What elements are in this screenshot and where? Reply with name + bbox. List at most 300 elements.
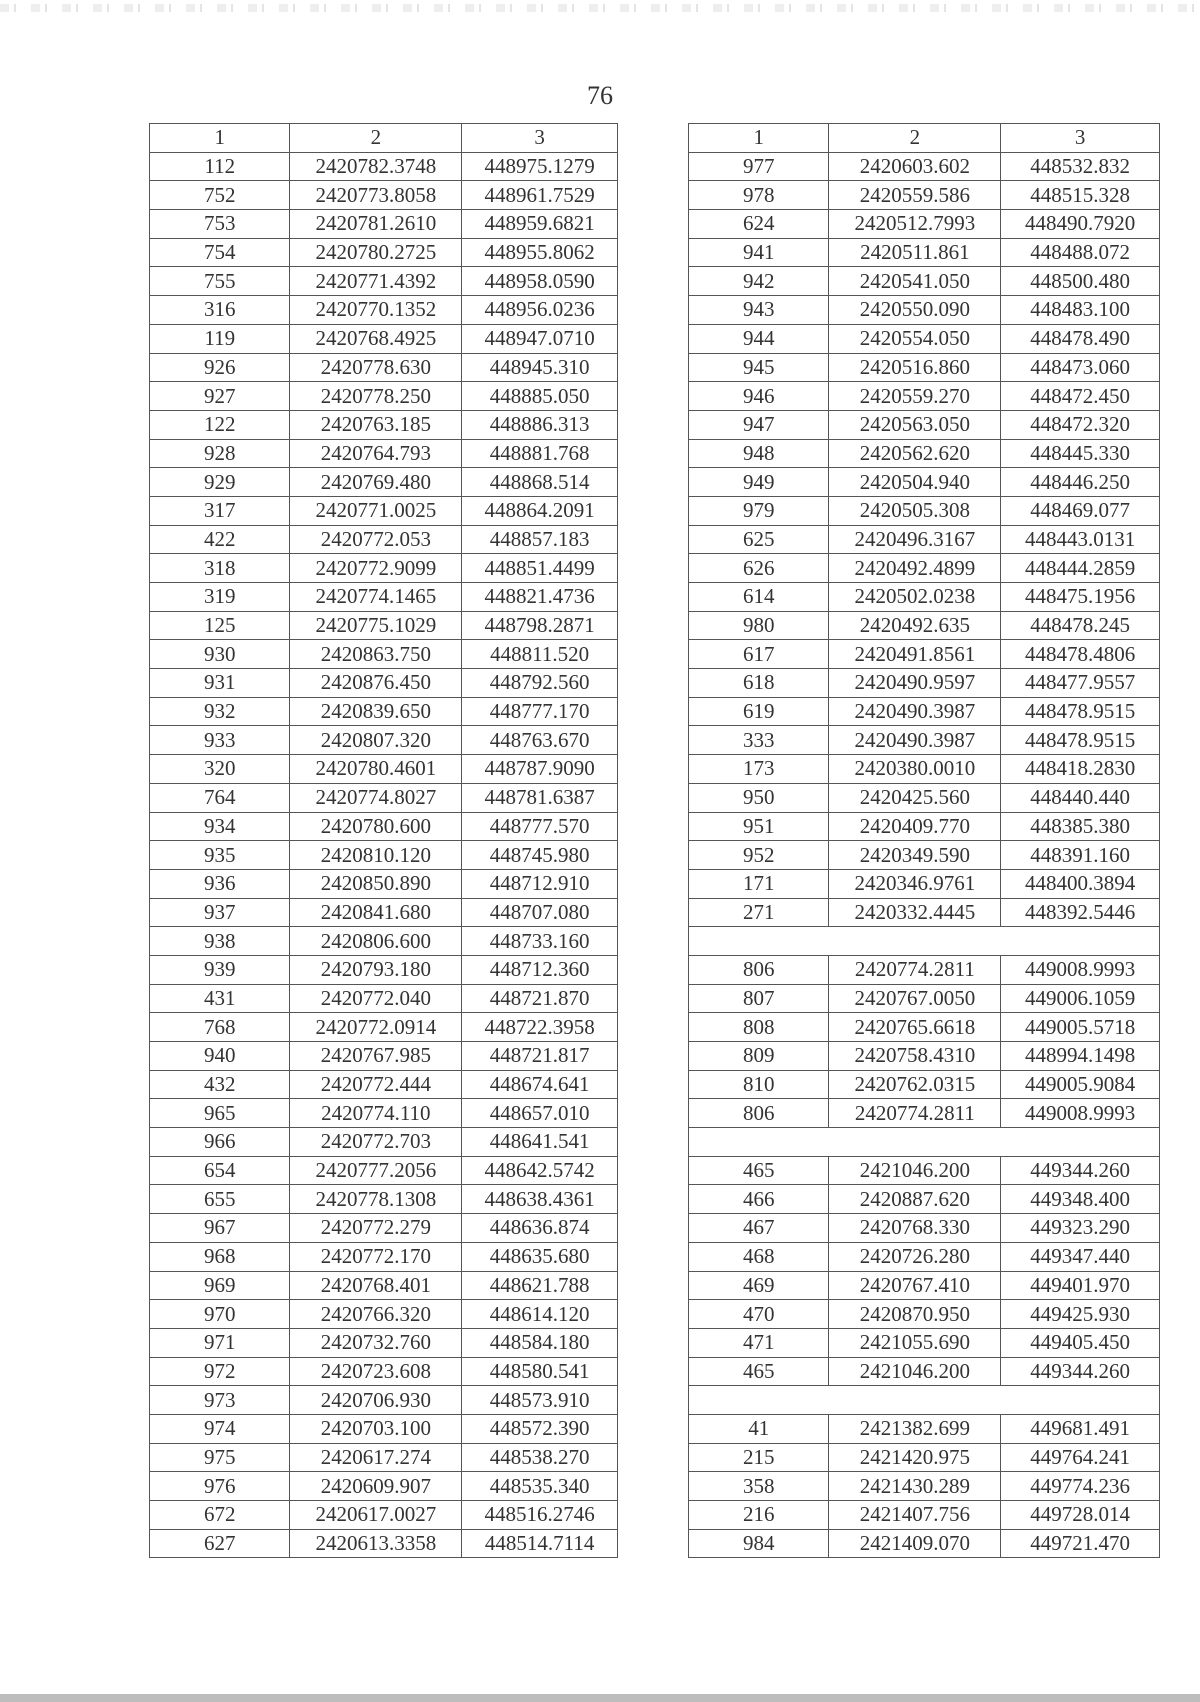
x-coordinate-cell: 2420492.635 bbox=[829, 611, 1001, 640]
x-coordinate-cell: 2420502.0238 bbox=[829, 583, 1001, 612]
table-row bbox=[150, 1013, 618, 1042]
point-number-cell: 171 bbox=[689, 869, 829, 898]
y-coordinate-cell: 448798.2871 bbox=[462, 611, 618, 640]
table-row bbox=[150, 1214, 618, 1243]
y-coordinate-cell: 448674.641 bbox=[462, 1070, 618, 1099]
point-number-cell: 965 bbox=[150, 1099, 290, 1128]
point-number-cell: 940 bbox=[150, 1042, 290, 1071]
point-number-cell: 934 bbox=[150, 812, 290, 841]
x-coordinate-cell: 2420554.050 bbox=[829, 324, 1001, 353]
point-number-cell: 431 bbox=[150, 984, 290, 1013]
x-coordinate-cell: 2421382.699 bbox=[829, 1414, 1001, 1443]
x-coordinate-cell: 2420491.8561 bbox=[829, 640, 1001, 669]
y-coordinate-cell: 449401.970 bbox=[1001, 1271, 1160, 1300]
y-coordinate-cell: 448945.310 bbox=[462, 353, 618, 382]
point-number-cell: 271 bbox=[689, 898, 829, 927]
table-row bbox=[689, 267, 1160, 296]
x-coordinate-cell: 2420767.985 bbox=[290, 1042, 462, 1071]
point-number-cell: 625 bbox=[689, 525, 829, 554]
table-row bbox=[689, 554, 1160, 583]
x-coordinate-cell: 2420617.0027 bbox=[290, 1501, 462, 1530]
y-coordinate-cell bbox=[1001, 1128, 1160, 1157]
x-coordinate-cell: 2420559.586 bbox=[829, 181, 1001, 210]
x-coordinate-cell: 2421046.200 bbox=[829, 1156, 1001, 1185]
point-number-cell: 977 bbox=[689, 152, 829, 181]
x-coordinate-cell: 2421046.200 bbox=[829, 1357, 1001, 1386]
point-number-cell: 931 bbox=[150, 669, 290, 698]
x-coordinate-cell: 2420806.600 bbox=[290, 927, 462, 956]
point-number-cell: 806 bbox=[689, 1099, 829, 1128]
x-coordinate-cell: 2420777.2056 bbox=[290, 1156, 462, 1185]
point-number-cell: 358 bbox=[689, 1472, 829, 1501]
y-coordinate-cell: 448707.080 bbox=[462, 898, 618, 927]
table-row bbox=[150, 1271, 618, 1300]
table-body-left bbox=[150, 152, 618, 1558]
y-coordinate-cell: 449005.5718 bbox=[1001, 1013, 1160, 1042]
table-row bbox=[150, 1328, 618, 1357]
table-row bbox=[150, 1300, 618, 1329]
y-coordinate-cell: 449764.241 bbox=[1001, 1443, 1160, 1472]
x-coordinate-cell: 2420504.940 bbox=[829, 468, 1001, 497]
table-row bbox=[150, 525, 618, 554]
table-row bbox=[689, 296, 1160, 325]
point-number-cell: 935 bbox=[150, 841, 290, 870]
y-coordinate-cell: 448440.440 bbox=[1001, 783, 1160, 812]
table-row bbox=[150, 869, 618, 898]
y-coordinate-cell: 448514.7114 bbox=[462, 1529, 618, 1558]
table-row bbox=[150, 1501, 618, 1530]
table-row bbox=[689, 1529, 1160, 1558]
y-coordinate-cell: 448478.9515 bbox=[1001, 697, 1160, 726]
y-coordinate-cell: 449774.236 bbox=[1001, 1472, 1160, 1501]
point-number-cell: 467 bbox=[689, 1214, 829, 1243]
y-coordinate-cell: 448721.817 bbox=[462, 1042, 618, 1071]
point-number-cell: 655 bbox=[150, 1185, 290, 1214]
point-number-cell: 808 bbox=[689, 1013, 829, 1042]
point-number-cell: 946 bbox=[689, 382, 829, 411]
point-number-cell: 806 bbox=[689, 955, 829, 984]
table-row bbox=[150, 1099, 618, 1128]
table-row bbox=[689, 669, 1160, 698]
y-coordinate-cell: 448777.570 bbox=[462, 812, 618, 841]
point-number-cell: 929 bbox=[150, 468, 290, 497]
table-row bbox=[150, 181, 618, 210]
coordinates-table-right bbox=[688, 123, 1160, 1558]
x-coordinate-cell: 2420496.3167 bbox=[829, 525, 1001, 554]
table-row bbox=[689, 468, 1160, 497]
point-number-cell: 422 bbox=[150, 525, 290, 554]
y-coordinate-cell: 448947.0710 bbox=[462, 324, 618, 353]
point-number-cell: 764 bbox=[150, 783, 290, 812]
point-number-cell: 937 bbox=[150, 898, 290, 927]
x-coordinate-cell: 2420773.8058 bbox=[290, 181, 462, 210]
x-coordinate-cell: 2420425.560 bbox=[829, 783, 1001, 812]
point-number-cell: 970 bbox=[150, 1300, 290, 1329]
point-number-cell: 319 bbox=[150, 583, 290, 612]
x-coordinate-cell: 2420563.050 bbox=[829, 410, 1001, 439]
table-row bbox=[150, 898, 618, 927]
table-row bbox=[150, 267, 618, 296]
point-number-cell: 944 bbox=[689, 324, 829, 353]
point-number-cell: 979 bbox=[689, 496, 829, 525]
y-coordinate-cell: 448391.160 bbox=[1001, 841, 1160, 870]
table-row bbox=[150, 955, 618, 984]
point-number-cell: 619 bbox=[689, 697, 829, 726]
table-row bbox=[689, 382, 1160, 411]
table-row bbox=[689, 353, 1160, 382]
y-coordinate-cell: 448490.7920 bbox=[1001, 210, 1160, 239]
point-number-cell: 466 bbox=[689, 1185, 829, 1214]
point-number-cell: 809 bbox=[689, 1042, 829, 1071]
x-coordinate-cell: 2420769.480 bbox=[290, 468, 462, 497]
y-coordinate-cell: 448956.0236 bbox=[462, 296, 618, 325]
x-coordinate-cell: 2420703.100 bbox=[290, 1414, 462, 1443]
x-coordinate-cell: 2420765.6618 bbox=[829, 1013, 1001, 1042]
point-number-cell: 938 bbox=[150, 927, 290, 956]
table-row bbox=[150, 1414, 618, 1443]
point-number-cell: 122 bbox=[150, 410, 290, 439]
scan-edge-bottom bbox=[0, 1694, 1200, 1702]
point-number-cell: 320 bbox=[150, 755, 290, 784]
point-number-cell: 618 bbox=[689, 669, 829, 698]
table-row bbox=[689, 640, 1160, 669]
table-row bbox=[689, 1472, 1160, 1501]
y-coordinate-cell: 448488.072 bbox=[1001, 238, 1160, 267]
y-coordinate-cell: 448445.330 bbox=[1001, 439, 1160, 468]
y-coordinate-cell: 449344.260 bbox=[1001, 1156, 1160, 1185]
table-row bbox=[689, 410, 1160, 439]
y-coordinate-cell: 448483.100 bbox=[1001, 296, 1160, 325]
y-coordinate-cell: 449347.440 bbox=[1001, 1242, 1160, 1271]
table-row bbox=[689, 1214, 1160, 1243]
table-row bbox=[150, 1156, 618, 1185]
y-coordinate-cell: 448385.380 bbox=[1001, 812, 1160, 841]
x-coordinate-cell: 2420550.090 bbox=[829, 296, 1001, 325]
x-coordinate-cell: 2420768.4925 bbox=[290, 324, 462, 353]
y-coordinate-cell: 448961.7529 bbox=[462, 181, 618, 210]
x-coordinate-cell: 2420723.608 bbox=[290, 1357, 462, 1386]
x-coordinate-cell bbox=[829, 927, 1001, 956]
table-separator-row bbox=[689, 1128, 1160, 1157]
table-row bbox=[689, 1271, 1160, 1300]
table-row bbox=[689, 496, 1160, 525]
x-coordinate-cell: 2420492.4899 bbox=[829, 554, 1001, 583]
point-number-cell: 939 bbox=[150, 955, 290, 984]
x-coordinate-cell: 2420887.620 bbox=[829, 1185, 1001, 1214]
y-coordinate-cell: 448516.2746 bbox=[462, 1501, 618, 1530]
y-coordinate-cell: 449728.014 bbox=[1001, 1501, 1160, 1530]
y-coordinate-cell: 448635.680 bbox=[462, 1242, 618, 1271]
table-row bbox=[689, 210, 1160, 239]
x-coordinate-cell: 2420807.320 bbox=[290, 726, 462, 755]
point-number-cell: 624 bbox=[689, 210, 829, 239]
y-coordinate-cell: 448885.050 bbox=[462, 382, 618, 411]
x-coordinate-cell: 2420782.3748 bbox=[290, 152, 462, 181]
y-coordinate-cell: 448475.1956 bbox=[1001, 583, 1160, 612]
table-row bbox=[150, 410, 618, 439]
x-coordinate-cell: 2420726.280 bbox=[829, 1242, 1001, 1271]
table-row bbox=[150, 353, 618, 382]
table-row bbox=[150, 152, 618, 181]
y-coordinate-cell: 448745.980 bbox=[462, 841, 618, 870]
table-row bbox=[689, 324, 1160, 353]
y-coordinate-cell: 448721.870 bbox=[462, 984, 618, 1013]
x-coordinate-cell: 2420346.9761 bbox=[829, 869, 1001, 898]
x-coordinate-cell: 2420770.1352 bbox=[290, 296, 462, 325]
x-coordinate-cell: 2420772.040 bbox=[290, 984, 462, 1013]
point-number-cell: 468 bbox=[689, 1242, 829, 1271]
x-coordinate-cell: 2420780.600 bbox=[290, 812, 462, 841]
point-number-cell: 948 bbox=[689, 439, 829, 468]
x-coordinate-cell: 2420774.2811 bbox=[829, 955, 1001, 984]
point-number-cell: 975 bbox=[150, 1443, 290, 1472]
y-coordinate-cell: 448787.9090 bbox=[462, 755, 618, 784]
x-coordinate-cell: 2420778.250 bbox=[290, 382, 462, 411]
y-coordinate-cell: 448538.270 bbox=[462, 1443, 618, 1472]
coordinates-table-left bbox=[149, 123, 618, 1558]
point-number-cell: 936 bbox=[150, 869, 290, 898]
x-coordinate-cell: 2420562.620 bbox=[829, 439, 1001, 468]
x-coordinate-cell: 2421055.690 bbox=[829, 1328, 1001, 1357]
y-coordinate-cell: 448500.480 bbox=[1001, 267, 1160, 296]
point-number-cell: 984 bbox=[689, 1529, 829, 1558]
y-coordinate-cell bbox=[1001, 1386, 1160, 1415]
point-number-cell: 969 bbox=[150, 1271, 290, 1300]
table-row bbox=[150, 640, 618, 669]
point-number-cell: 316 bbox=[150, 296, 290, 325]
point-number-cell: 967 bbox=[150, 1214, 290, 1243]
point-number-cell: 216 bbox=[689, 1501, 829, 1530]
x-coordinate-cell: 2420380.0010 bbox=[829, 755, 1001, 784]
x-coordinate-cell: 2420774.110 bbox=[290, 1099, 462, 1128]
point-number-cell: 941 bbox=[689, 238, 829, 267]
y-coordinate-cell: 448473.060 bbox=[1001, 353, 1160, 382]
x-coordinate-cell: 2420511.861 bbox=[829, 238, 1001, 267]
point-number-cell: 215 bbox=[689, 1443, 829, 1472]
x-coordinate-cell: 2420772.9099 bbox=[290, 554, 462, 583]
x-coordinate-cell: 2420603.602 bbox=[829, 152, 1001, 181]
x-coordinate-cell: 2420732.760 bbox=[290, 1328, 462, 1357]
page-number: 76 bbox=[587, 81, 613, 110]
x-coordinate-cell: 2420774.1465 bbox=[290, 583, 462, 612]
y-coordinate-cell: 448975.1279 bbox=[462, 152, 618, 181]
x-coordinate-cell: 2420613.3358 bbox=[290, 1529, 462, 1558]
table-row bbox=[150, 382, 618, 411]
table-row bbox=[150, 1357, 618, 1386]
table-row bbox=[689, 611, 1160, 640]
y-coordinate-cell: 448763.670 bbox=[462, 726, 618, 755]
point-number-cell: 752 bbox=[150, 181, 290, 210]
x-coordinate-cell: 2420768.330 bbox=[829, 1214, 1001, 1243]
table-row bbox=[150, 611, 618, 640]
y-coordinate-cell: 448792.560 bbox=[462, 669, 618, 698]
point-number-cell: 980 bbox=[689, 611, 829, 640]
x-coordinate-cell: 2420763.185 bbox=[290, 410, 462, 439]
point-number-cell: 471 bbox=[689, 1328, 829, 1357]
y-coordinate-cell: 448781.6387 bbox=[462, 783, 618, 812]
point-number-cell: 333 bbox=[689, 726, 829, 755]
x-coordinate-cell: 2420764.793 bbox=[290, 439, 462, 468]
table-row bbox=[689, 1414, 1160, 1443]
point-number-cell: 654 bbox=[150, 1156, 290, 1185]
x-coordinate-cell: 2420841.680 bbox=[290, 898, 462, 927]
x-coordinate-cell: 2420772.279 bbox=[290, 1214, 462, 1243]
x-coordinate-cell: 2420490.3987 bbox=[829, 726, 1001, 755]
x-coordinate-cell: 2420810.120 bbox=[290, 841, 462, 870]
y-coordinate-cell: 448446.250 bbox=[1001, 468, 1160, 497]
table-row bbox=[150, 583, 618, 612]
y-coordinate-cell: 448392.5446 bbox=[1001, 898, 1160, 927]
x-coordinate-cell: 2420780.2725 bbox=[290, 238, 462, 267]
point-number-cell: 755 bbox=[150, 267, 290, 296]
point-number-cell: 318 bbox=[150, 554, 290, 583]
table-row bbox=[150, 1386, 618, 1415]
y-coordinate-cell: 448821.4736 bbox=[462, 583, 618, 612]
y-coordinate-cell: 449008.9993 bbox=[1001, 955, 1160, 984]
header-cell: 3 bbox=[1001, 124, 1160, 153]
x-coordinate-cell: 2420609.907 bbox=[290, 1472, 462, 1501]
point-number-cell: 930 bbox=[150, 640, 290, 669]
table-row bbox=[150, 984, 618, 1013]
x-coordinate-cell: 2420541.050 bbox=[829, 267, 1001, 296]
table-row bbox=[150, 697, 618, 726]
table-row bbox=[150, 1242, 618, 1271]
y-coordinate-cell: 449005.9084 bbox=[1001, 1070, 1160, 1099]
y-coordinate-cell: 448994.1498 bbox=[1001, 1042, 1160, 1071]
table-header-row bbox=[150, 124, 618, 153]
y-coordinate-cell: 448642.5742 bbox=[462, 1156, 618, 1185]
y-coordinate-cell: 448472.450 bbox=[1001, 382, 1160, 411]
point-number-cell: 626 bbox=[689, 554, 829, 583]
x-coordinate-cell: 2420512.7993 bbox=[829, 210, 1001, 239]
x-coordinate-cell bbox=[829, 1128, 1001, 1157]
header-cell: 1 bbox=[150, 124, 290, 153]
table-row bbox=[689, 1242, 1160, 1271]
table-row bbox=[689, 1185, 1160, 1214]
point-number-cell bbox=[689, 1386, 829, 1415]
point-number-cell: 974 bbox=[150, 1414, 290, 1443]
table-body-right bbox=[689, 152, 1160, 1558]
x-coordinate-cell: 2421420.975 bbox=[829, 1443, 1001, 1472]
x-coordinate-cell: 2420772.170 bbox=[290, 1242, 462, 1271]
table-row bbox=[689, 697, 1160, 726]
x-coordinate-cell: 2420490.9597 bbox=[829, 669, 1001, 698]
point-number-cell: 933 bbox=[150, 726, 290, 755]
table-row bbox=[689, 1070, 1160, 1099]
y-coordinate-cell: 449681.491 bbox=[1001, 1414, 1160, 1443]
y-coordinate-cell: 449006.1059 bbox=[1001, 984, 1160, 1013]
y-coordinate-cell: 448864.2091 bbox=[462, 496, 618, 525]
point-number-cell: 469 bbox=[689, 1271, 829, 1300]
table-row bbox=[150, 496, 618, 525]
point-number-cell: 972 bbox=[150, 1357, 290, 1386]
y-coordinate-cell: 448515.328 bbox=[1001, 181, 1160, 210]
y-coordinate-cell: 448532.832 bbox=[1001, 152, 1160, 181]
table-row bbox=[150, 324, 618, 353]
y-coordinate-cell: 449721.470 bbox=[1001, 1529, 1160, 1558]
table-row bbox=[150, 554, 618, 583]
table-row bbox=[150, 468, 618, 497]
x-coordinate-cell: 2420766.320 bbox=[290, 1300, 462, 1329]
point-number-cell: 943 bbox=[689, 296, 829, 325]
x-coordinate-cell: 2420409.770 bbox=[829, 812, 1001, 841]
point-number-cell: 950 bbox=[689, 783, 829, 812]
x-coordinate-cell: 2420772.444 bbox=[290, 1070, 462, 1099]
header-cell: 2 bbox=[829, 124, 1001, 153]
y-coordinate-cell: 448851.4499 bbox=[462, 554, 618, 583]
y-coordinate-cell: 448712.360 bbox=[462, 955, 618, 984]
scan-edge-top bbox=[0, 4, 1200, 12]
point-number-cell: 465 bbox=[689, 1156, 829, 1185]
x-coordinate-cell: 2420774.8027 bbox=[290, 783, 462, 812]
x-coordinate-cell: 2420778.630 bbox=[290, 353, 462, 382]
table-row bbox=[689, 898, 1160, 927]
y-coordinate-cell: 448621.788 bbox=[462, 1271, 618, 1300]
point-number-cell: 672 bbox=[150, 1501, 290, 1530]
table-separator-row bbox=[689, 1386, 1160, 1415]
point-number-cell: 768 bbox=[150, 1013, 290, 1042]
y-coordinate-cell: 448722.3958 bbox=[462, 1013, 618, 1042]
table-row bbox=[689, 755, 1160, 784]
y-coordinate-cell: 448572.390 bbox=[462, 1414, 618, 1443]
point-number-cell: 949 bbox=[689, 468, 829, 497]
point-number-cell: 945 bbox=[689, 353, 829, 382]
x-coordinate-cell: 2420774.2811 bbox=[829, 1099, 1001, 1128]
table-row bbox=[689, 439, 1160, 468]
x-coordinate-cell: 2420767.410 bbox=[829, 1271, 1001, 1300]
table-row bbox=[150, 1185, 618, 1214]
y-coordinate-cell: 448712.910 bbox=[462, 869, 618, 898]
y-coordinate-cell: 448958.0590 bbox=[462, 267, 618, 296]
point-number-cell: 810 bbox=[689, 1070, 829, 1099]
point-number-cell: 932 bbox=[150, 697, 290, 726]
x-coordinate-cell: 2420349.590 bbox=[829, 841, 1001, 870]
table-row bbox=[689, 1328, 1160, 1357]
y-coordinate-cell: 448443.0131 bbox=[1001, 525, 1160, 554]
table-row bbox=[150, 755, 618, 784]
y-coordinate-cell: 448614.120 bbox=[462, 1300, 618, 1329]
point-number-cell: 942 bbox=[689, 267, 829, 296]
point-number-cell bbox=[689, 1128, 829, 1157]
y-coordinate-cell: 448955.8062 bbox=[462, 238, 618, 267]
y-coordinate-cell: 448636.874 bbox=[462, 1214, 618, 1243]
table-row bbox=[150, 238, 618, 267]
y-coordinate-cell: 449425.930 bbox=[1001, 1300, 1160, 1329]
table-row bbox=[689, 583, 1160, 612]
point-number-cell: 971 bbox=[150, 1328, 290, 1357]
point-number-cell: 41 bbox=[689, 1414, 829, 1443]
table-row bbox=[150, 1529, 618, 1558]
point-number-cell: 112 bbox=[150, 152, 290, 181]
point-number-cell: 976 bbox=[150, 1472, 290, 1501]
y-coordinate-cell: 448573.910 bbox=[462, 1386, 618, 1415]
x-coordinate-cell: 2420850.890 bbox=[290, 869, 462, 898]
y-coordinate-cell: 448535.340 bbox=[462, 1472, 618, 1501]
x-coordinate-cell: 2420706.930 bbox=[290, 1386, 462, 1415]
table-separator-row bbox=[689, 927, 1160, 956]
point-number-cell: 173 bbox=[689, 755, 829, 784]
point-number-cell: 753 bbox=[150, 210, 290, 239]
y-coordinate-cell: 448469.077 bbox=[1001, 496, 1160, 525]
table-row bbox=[689, 1156, 1160, 1185]
x-coordinate-cell: 2420559.270 bbox=[829, 382, 1001, 411]
table-row bbox=[150, 1128, 618, 1157]
point-number-cell: 927 bbox=[150, 382, 290, 411]
x-coordinate-cell: 2420781.2610 bbox=[290, 210, 462, 239]
x-coordinate-cell: 2420772.0914 bbox=[290, 1013, 462, 1042]
table-row bbox=[689, 955, 1160, 984]
y-coordinate-cell: 448638.4361 bbox=[462, 1185, 618, 1214]
